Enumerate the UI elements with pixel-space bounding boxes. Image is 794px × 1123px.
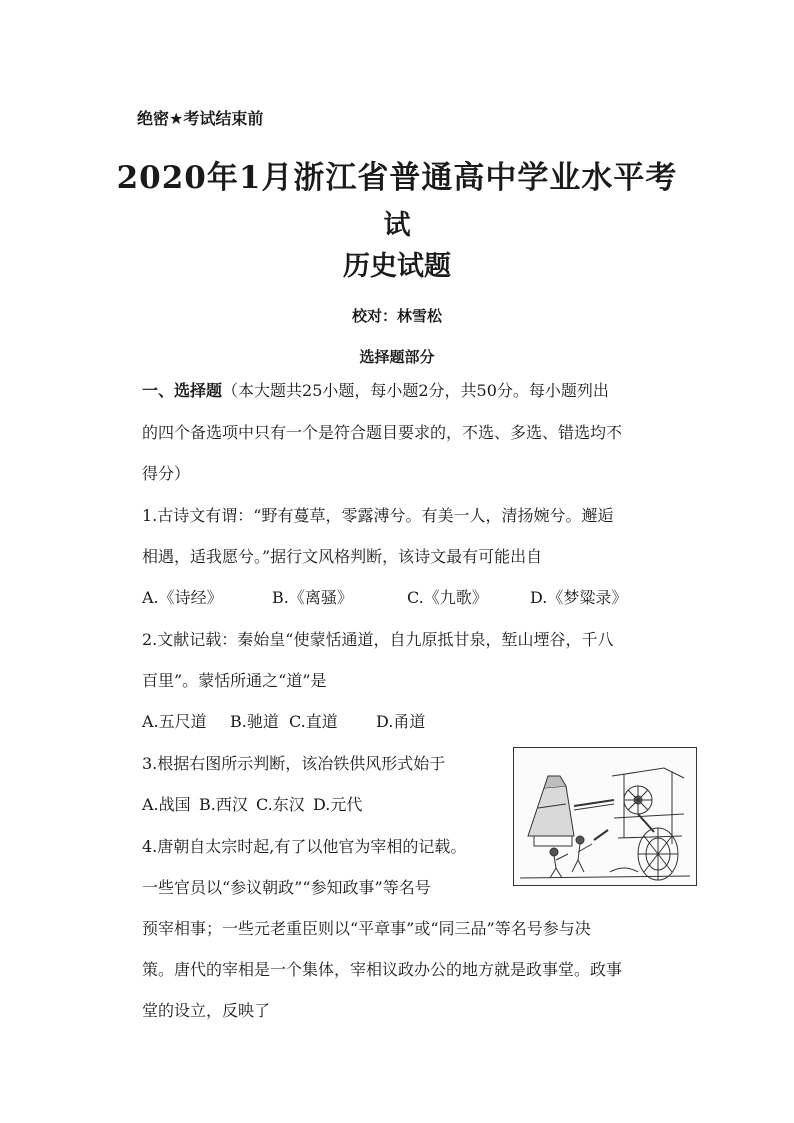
- instructions-line-3: 得分）: [142, 464, 191, 483]
- instructions-line-1: [142, 378, 609, 401]
- q4-stem-line-2: 一些官员以“参议朝政”“参知政事”等名号: [142, 878, 431, 897]
- q1-option-b[interactable]: B.《离骚》: [272, 588, 353, 607]
- q3-options: [142, 792, 392, 814]
- q4-stem-line-5: 堂的设立，反映了: [142, 1001, 271, 1020]
- q1-option-d[interactable]: D.《梦粱录》: [530, 588, 628, 607]
- instructions-line-2: 的四个备选项中只有一个是符合题目要求的，不选、多选、错选均不: [142, 423, 623, 442]
- q3-option-b[interactable]: B.西汉: [199, 795, 248, 814]
- q4-stem-line-3: 预宰相事；一些元老重臣则以“平章事”或“同三品”等名号参与决: [142, 919, 591, 938]
- q2-stem-line-2: 百里”。蒙恬所通之“道”是: [142, 671, 327, 690]
- q2-stem-line-1: 2.文献记载：秦始皇“使蒙恬通道，自九原抵甘泉，堑山堙谷，千八: [142, 630, 614, 649]
- q3-option-a[interactable]: A.战国: [142, 795, 191, 814]
- subject-title: 历史试题: [343, 251, 451, 282]
- exam-title-continuation: 试: [383, 210, 411, 241]
- instructions-heading: 一、选择题: [142, 381, 223, 400]
- q1-stem-line-2: 相遇，适我愿兮。”据行文风格判断，该诗文最有可能出自: [142, 547, 543, 566]
- q1-stem-line-1: 1.古诗文有谓：“野有蔓草，零露溥兮。有美一人，清扬婉兮。邂逅: [142, 506, 614, 525]
- q2-option-b[interactable]: B.驰道: [230, 712, 279, 731]
- q1-option-c[interactable]: C.《九歌》: [407, 588, 488, 607]
- section-title: 选择题部分: [359, 348, 435, 366]
- q2-option-a[interactable]: A.五尺道: [142, 712, 207, 731]
- q2-option-c[interactable]: C.直道: [289, 712, 338, 731]
- water-powered-bellows-illustration: [514, 748, 696, 885]
- instructions-text-1: （本大题共25小题，每小题2分，共50分。每小题列出: [222, 381, 609, 400]
- q3-stem-line-1: 3.根据右图所示判断，该冶铁供风形式始于: [142, 754, 446, 773]
- q4-stem-line-4: 策。唐代的宰相是一个集体，宰相议政办公的地方就是政事堂。政事: [142, 960, 623, 979]
- q1-options: [142, 585, 662, 607]
- q3-option-c[interactable]: C.东汉: [256, 795, 305, 814]
- exam-title: 2020年1月浙江省普通高中学业水平考: [116, 160, 678, 196]
- secret-label: 绝密★考试结束前: [137, 109, 264, 128]
- q2-options: [142, 709, 442, 731]
- proofreader-line: 校对：林雪松: [351, 307, 442, 325]
- q3-option-d[interactable]: D.元代: [313, 795, 363, 814]
- q2-option-d[interactable]: D.甬道: [376, 712, 426, 731]
- q1-option-a[interactable]: A.《诗经》: [142, 588, 223, 607]
- q4-stem-line-1: 4.唐朝自太宗时起,有了以他官为宰相的记载。: [142, 837, 467, 856]
- iron-smelting-figure: [513, 747, 697, 886]
